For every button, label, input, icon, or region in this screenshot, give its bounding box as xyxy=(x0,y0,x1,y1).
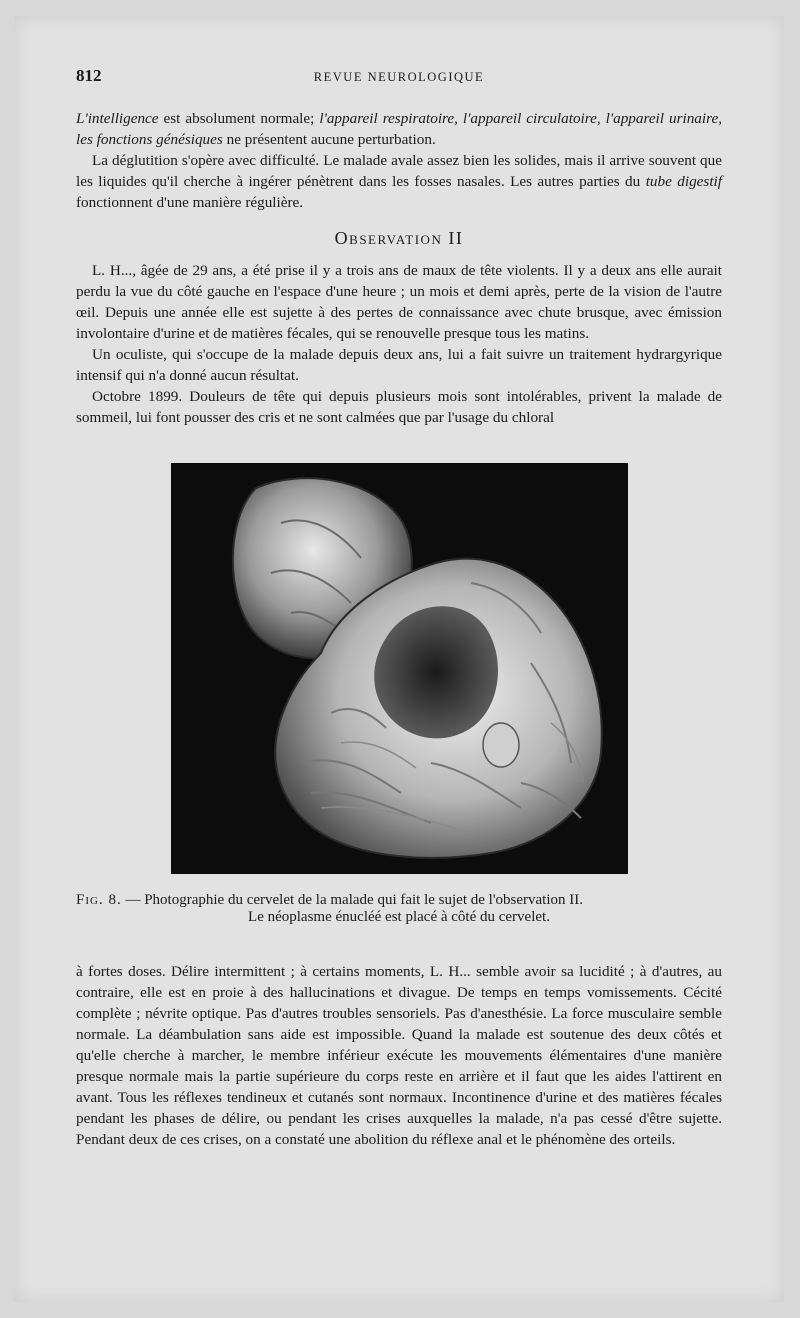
text-block-bottom xyxy=(76,961,722,1150)
paragraph-5: Octobre 1899. Douleurs de tête qui depuis plusieurs mois sont intolérables, privent la malade de sommeil, lui font pousser des cris et ne sont calmées que par l'usage du chloral xyxy=(76,388,722,426)
figure-caption xyxy=(76,892,722,926)
running-header xyxy=(76,66,722,90)
paragraph-4: Un oculiste, qui s'occupe de la malade depuis deux ans, lui a fait suivre un traitement hydrargyrique intensif qui n'a donné aucun résultat. xyxy=(76,346,722,384)
text-block-top xyxy=(76,108,722,213)
paragraph-1-text-2: ne présentent aucune perturbation. xyxy=(222,131,436,148)
paragraph-3: L. H..., âgée de 29 ans, a été prise il y a trois ans de maux de tête violents. Il y a deux ans elle aurait perdu la vue du côté gauche en l'espace d'une heure ; un mois et demi après, perte de la vision de l'autre œil. Depuis une année elle est sujette à des pertes de connaissance avec chute brusque, avec émission involontaire d'urine et de matières fécales, qui se renouvelle presque tous les matins. xyxy=(76,262,722,342)
paragraph-1 xyxy=(76,108,722,150)
enucleated-nodule xyxy=(483,723,519,767)
paragraph-2 xyxy=(76,150,722,213)
paragraph-6: à fortes doses. Délire intermittent ; à certains moments, L. H... semble avoir sa lucidité ; à d'autres, au contraire, elle est en proie à des hallucinations et divague. De temps en temps vomissements. Cécité complète ; névrite optique. Pas d'autres troubles sensoriels. Pas d'anesthésie. La force musculaire semble normale. La déambulation sans aide est impossible. Quand la malade est soutenue des deux côtés et qu'elle cherche à marcher, le membre inférieur exécute les mouvements élémentaires d'une manière presque normale mais la partie supérieure du corps reste en arrière et il faut que les aides l'attirent en avant. Tous les réflexes tendineux et cutanés sont normaux. Incontinence d'urine et des matières fécales pendant les phases de délire, ou pendant les crises auxquelles la malade, n'a pas cessé d'être sujette. Pendant deux de ces crises, on a constaté une abolition du réflexe anal et le phénomène des orteils. xyxy=(76,963,722,1148)
page-number: 812 xyxy=(76,66,102,85)
photo-drawing xyxy=(171,463,628,874)
journal-title: REVUE NEUROLOGIQUE xyxy=(313,70,485,84)
text-block-observation xyxy=(76,260,722,428)
paragraph-1-italic-2: l'appareil respiratoire, l'appareil circulatoire, l'appareil urinaire, les fonctions génésiques xyxy=(76,110,722,148)
cerebellum-photograph xyxy=(171,463,628,874)
paragraph-1-text-1: est absolument normale; xyxy=(158,110,320,127)
paragraph-2-text-1: La déglutition s'opère avec difficulté. Le malade avale assez bien les solides, mais il arrive souvent que les liquides qu'il cherche à ingérer pénètrent dans les fosses nasales. Les autres parties du xyxy=(76,152,722,190)
observation-title: Observation II xyxy=(334,228,464,248)
paragraph-2-text-2: fonctionnent d'une manière régulière. xyxy=(76,194,304,211)
figure-label: Fig. 8. xyxy=(76,892,122,908)
paragraph-2-italic-1: tube digestif xyxy=(645,173,722,190)
paragraph-1-italic-1: L'intelligence xyxy=(76,110,159,127)
caption-text-1: — Photographie du cervelet de la malade qui fait le sujet de l'observation II. xyxy=(121,892,584,908)
caption-line-1 xyxy=(76,892,722,909)
caption-line-2: Le néoplasme énucléé est placé à côté du cervelet. xyxy=(248,909,550,925)
